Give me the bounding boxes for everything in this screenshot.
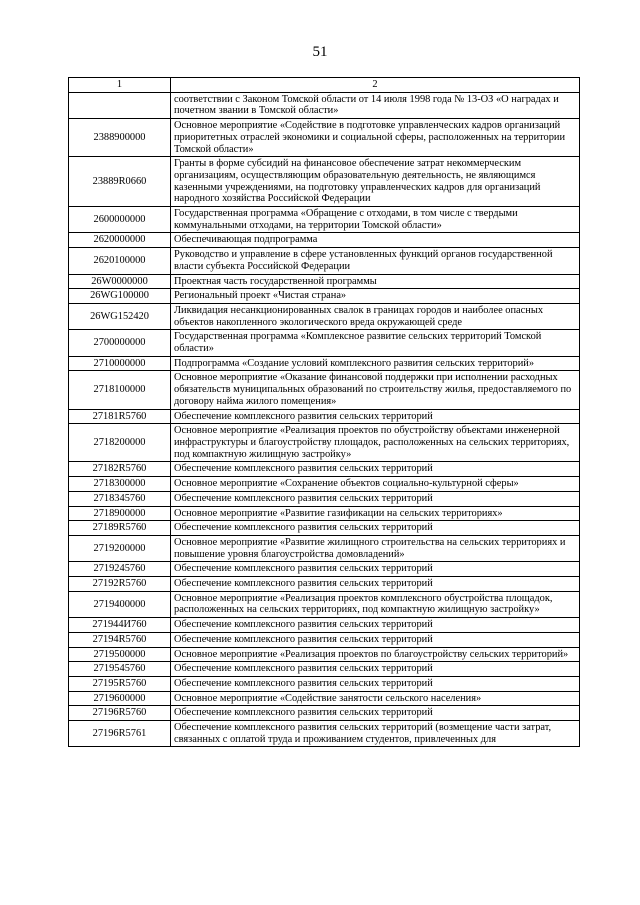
row-code: 27196R5761 — [69, 721, 171, 747]
row-description: Проектная часть государственной программы — [171, 274, 580, 289]
table-row — [69, 157, 580, 207]
row-code: 2620000000 — [69, 233, 171, 248]
row-code: 2718200000 — [69, 424, 171, 462]
column-header-1: 1 — [69, 78, 171, 93]
table-row — [69, 462, 580, 477]
document-table — [68, 77, 580, 747]
table-row — [69, 676, 580, 691]
table-row — [69, 647, 580, 662]
table-row — [69, 289, 580, 304]
row-description: Подпрограмма «Создание условий комплексного развития сельских территорий» — [171, 356, 580, 371]
row-code: 27195R5760 — [69, 676, 171, 691]
row-description: Обеспечение комплексного развития сельских территорий — [171, 462, 580, 477]
row-description: Руководство и управление в сфере установленных функций органов государственной власти субъекта Российской Федерации — [171, 248, 580, 274]
table-row — [69, 521, 580, 536]
table-header-row — [69, 78, 580, 93]
row-description: Основное мероприятие «Реализация проектов по обустройству объектами инженерной инфраструктуры и благоустройству площадок, расположенных на сельских территориях, под компактную жилищную застройку» — [171, 424, 580, 462]
row-description: Обеспечение комплексного развития сельских территорий — [171, 521, 580, 536]
table-row — [69, 577, 580, 592]
row-code: 26WG100000 — [69, 289, 171, 304]
row-code: 2719545760 — [69, 662, 171, 677]
table-row — [69, 721, 580, 747]
row-description: Обеспечение комплексного развития сельских территорий — [171, 618, 580, 633]
row-description: Обеспечение комплексного развития сельских территорий — [171, 562, 580, 577]
row-code: 2719245760 — [69, 562, 171, 577]
table-row — [69, 119, 580, 157]
row-description: Основное мероприятие «Реализация проектов комплексного обустройства площадок, расположенных на сельских территориях, под компактную жилищную застройку» — [171, 591, 580, 617]
row-description: Региональный проект «Чистая страна» — [171, 289, 580, 304]
table-row — [69, 662, 580, 677]
table-row — [69, 371, 580, 409]
row-description: соответствии с Законом Томской области от 14 июля 1998 года № 13-ОЗ «О наградах и почетном звании в Томской области» — [171, 92, 580, 118]
row-description: Государственная программа «Обращение с отходами, в том числе с твердыми коммунальными отходами, на территории Томской области» — [171, 207, 580, 233]
table-row — [69, 691, 580, 706]
row-code: 2719200000 — [69, 535, 171, 561]
table-row — [69, 591, 580, 617]
row-description: Основное мероприятие «Развитие газификации на сельских территориях» — [171, 506, 580, 521]
row-code: 2700000000 — [69, 330, 171, 356]
table-row — [69, 330, 580, 356]
row-description: Обеспечение комплексного развития сельских территорий — [171, 662, 580, 677]
row-description: Обеспечение комплексного развития сельских территорий — [171, 632, 580, 647]
row-description: Основное мероприятие «Содействие в подготовке управленческих кадров организаций приоритетных отраслей экономики и социальной сферы, расположенных на территории Томской области» — [171, 119, 580, 157]
table-row — [69, 477, 580, 492]
row-description: Ликвидация несанкционированных свалок в границах городов и наиболее опасных объектов накопленного экологического вреда окружающей среде — [171, 303, 580, 329]
row-code: 2710000000 — [69, 356, 171, 371]
row-code: 2718100000 — [69, 371, 171, 409]
table-row — [69, 92, 580, 118]
row-code: 27196R5760 — [69, 706, 171, 721]
row-description: Обеспечение комплексного развития сельских территорий — [171, 409, 580, 424]
row-description: Гранты в форме субсидий на финансовое обеспечение затрат некоммерческим организациям, осуществляющим образовательную деятельность, не являющимся казенными учреждениями, на подготовку управленческих кадров для организаций народного хозяйства Российской Федерации — [171, 157, 580, 207]
table-row — [69, 424, 580, 462]
row-description: Обеспечение комплексного развития сельских территорий — [171, 577, 580, 592]
table-row — [69, 356, 580, 371]
row-code: 2718900000 — [69, 506, 171, 521]
row-code: 2388900000 — [69, 119, 171, 157]
row-description: Обеспечение комплексного развития сельских территорий (возмещение части затрат, связанных с оплатой труда и проживанием студентов, привлеченных для — [171, 721, 580, 747]
row-code: 2600000000 — [69, 207, 171, 233]
table-row — [69, 535, 580, 561]
page-number: 51 — [312, 44, 328, 60]
column-header-2: 2 — [171, 78, 580, 93]
row-code: 27181R5760 — [69, 409, 171, 424]
table-row — [69, 506, 580, 521]
row-code: 26WG152420 — [69, 303, 171, 329]
table-row — [69, 233, 580, 248]
row-code: 27194R5760 — [69, 632, 171, 647]
row-code: 27189R5760 — [69, 521, 171, 536]
row-code: 2718345760 — [69, 491, 171, 506]
table-row — [69, 303, 580, 329]
table-body — [69, 92, 580, 747]
row-code: 2719400000 — [69, 591, 171, 617]
row-description: Основное мероприятие «Сохранение объектов социально-культурной сферы» — [171, 477, 580, 492]
row-code: 26W0000000 — [69, 274, 171, 289]
row-description: Основное мероприятие «Оказание финансовой поддержки при исполнении расходных обязательств муниципальных образований по строительству жилья, предоставляемого по договору найма жилого помещения» — [171, 371, 580, 409]
row-code: 23889R0660 — [69, 157, 171, 207]
row-code: 2718300000 — [69, 477, 171, 492]
row-description: Государственная программа «Комплексное развитие сельских территорий Томской области» — [171, 330, 580, 356]
row-description: Основное мероприятие «Содействие занятости сельского населения» — [171, 691, 580, 706]
row-code: 2719500000 — [69, 647, 171, 662]
row-code: 27182R5760 — [69, 462, 171, 477]
row-description: Основное мероприятие «Реализация проектов по благоустройству сельских территорий» — [171, 647, 580, 662]
row-code: 2719600000 — [69, 691, 171, 706]
row-description: Обеспечение комплексного развития сельских территорий — [171, 491, 580, 506]
row-code: 2620100000 — [69, 248, 171, 274]
row-code: 271944И760 — [69, 618, 171, 633]
table-row — [69, 562, 580, 577]
table-row — [69, 632, 580, 647]
table-row — [69, 706, 580, 721]
table-row — [69, 274, 580, 289]
row-description: Обеспечивающая подпрограмма — [171, 233, 580, 248]
row-description: Обеспечение комплексного развития сельских территорий — [171, 676, 580, 691]
table-row — [69, 409, 580, 424]
table-row — [69, 491, 580, 506]
row-code: 27192R5760 — [69, 577, 171, 592]
row-code — [69, 92, 171, 118]
table-row — [69, 248, 580, 274]
row-description: Обеспечение комплексного развития сельских территорий — [171, 706, 580, 721]
table-row — [69, 207, 580, 233]
table-row — [69, 618, 580, 633]
row-description: Основное мероприятие «Развитие жилищного строительства на сельских территориях и повышение уровня благоустройства домовладений» — [171, 535, 580, 561]
